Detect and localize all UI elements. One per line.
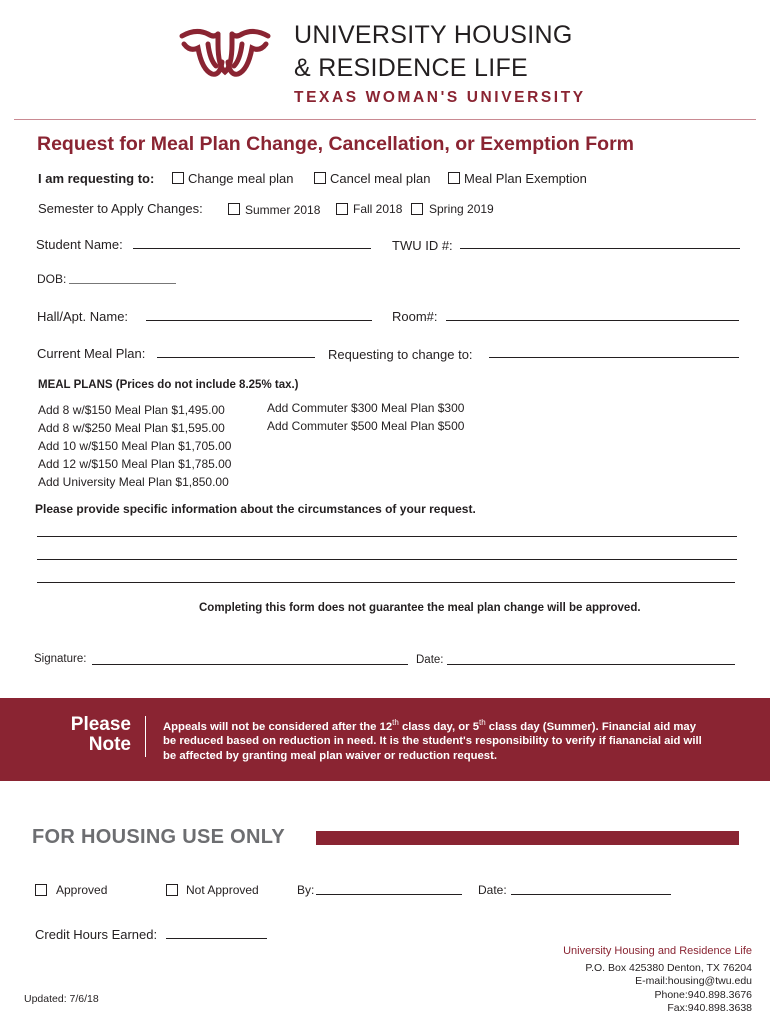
date-label: Date: [416,654,444,666]
meal-plans-heading: MEAL PLANS (Prices do not include 8.25% tax.) [38,379,299,391]
org-name-line2: & RESIDENCE LIFE [294,54,529,82]
contact-fax: Fax:940.898.3638 [667,1002,752,1014]
meal-plan-option: Add 8 w/$250 Meal Plan $1,595.00 [38,421,225,435]
approved-label: Approved [56,883,108,897]
dob-label: DOB: [37,272,67,286]
twu-id-label: TWU ID #: [392,238,453,253]
approved-checkbox[interactable] [35,884,47,896]
current-meal-plan-field[interactable] [157,357,315,358]
meal-plan-option: Add 10 w/$150 Meal Plan $1,705.00 [38,439,232,453]
housing-date-label: Date: [478,883,507,897]
circumstances-line-3[interactable] [37,582,735,583]
contact-name: University Housing and Residence Life [563,945,752,957]
disclaimer-text: Completing this form does not guarantee the meal plan change will be approved. [199,602,641,614]
signature-label: Signature: [34,653,87,665]
note-line-2: be reduced based on reduction in need. It is the student's responsibility to verify if fianancial aid will [163,735,702,748]
by-field[interactable] [316,894,462,895]
summer-2018-label: Summer 2018 [245,203,321,217]
semester-label: Semester to Apply Changes: [38,201,203,216]
twu-logo-icon [178,22,272,82]
twu-id-field[interactable] [460,248,740,249]
spring-2019-label: Spring 2019 [429,202,494,216]
cancel-meal-plan-label: Cancel meal plan [330,171,431,186]
contact-phone: Phone:940.898.3676 [654,988,752,1001]
fall-2018-label: Fall 2018 [353,202,403,216]
requesting-label: I am requesting to: [38,171,155,186]
note-divider [145,716,146,757]
meal-plan-option: Add 12 w/$150 Meal Plan $1,785.00 [38,457,232,471]
hall-name-label: Hall/Apt. Name: [37,309,129,324]
not-approved-checkbox[interactable] [166,884,178,896]
student-name-field[interactable] [133,248,371,249]
contact-email: E-mail:housing@twu.edu [635,975,752,987]
requesting-change-field[interactable] [489,357,739,358]
updated-date: Updated: 7/6/18 [24,993,99,1005]
meal-plan-option: Add University Meal Plan $1,850.00 [38,475,229,489]
room-label: Room#: [392,309,438,324]
note-line-1: Appeals will not be considered after the 12th class day, or 5th class day (Summer). Financial aid may [163,718,696,733]
housing-use-title: FOR HOUSING USE ONLY [32,826,286,848]
date-field[interactable] [447,664,735,665]
form-title: Request for Meal Plan Change, Cancellation, or Exemption Form [37,133,635,155]
requesting-change-label: Requesting to change to: [328,347,473,362]
contact-address: P.O. Box 425380 Denton, TX 76204 [585,961,752,974]
university-name: TEXAS WOMAN'S UNIVERSITY [294,89,586,106]
meal-plan-exemption-checkbox[interactable] [448,172,460,184]
cancel-meal-plan-checkbox[interactable] [314,172,326,184]
credit-hours-label: Credit Hours Earned: [35,927,158,942]
housing-date-field[interactable] [511,894,671,895]
by-label: By: [297,883,315,897]
spring-2019-checkbox[interactable] [411,203,423,215]
not-approved-label: Not Approved [186,883,259,897]
signature-field[interactable] [92,664,408,665]
org-name-line1: UNIVERSITY HOUSING [294,21,573,49]
meal-plan-option: Add 8 w/$150 Meal Plan $1,495.00 [38,403,225,417]
meal-plan-exemption-label: Meal Plan Exemption [464,171,587,186]
summer-2018-checkbox[interactable] [228,203,240,215]
current-meal-plan-label: Current Meal Plan: [37,346,146,361]
credit-hours-field[interactable] [166,938,267,939]
change-meal-plan-checkbox[interactable] [172,172,184,184]
please-note-word2: Note [88,734,131,755]
note-line-3: be affected by granting meal plan waiver or reduction request. [163,749,497,762]
circumstances-line-2[interactable] [37,559,737,560]
housing-title-bar [316,831,739,845]
header-divider [14,119,756,120]
note-text [163,716,763,763]
circumstances-prompt: Please provide specific information about the circumstances of your request. [35,502,476,516]
meal-plan-option: Add Commuter $500 Meal Plan $500 [267,419,465,433]
fall-2018-checkbox[interactable] [336,203,348,215]
meal-plan-option: Add Commuter $300 Meal Plan $300 [267,401,465,415]
contact-block [432,945,752,1016]
room-field[interactable] [446,320,739,321]
dob-field[interactable] [69,283,176,284]
circumstances-line-1[interactable] [37,536,737,537]
please-note-word1: Please [70,714,131,735]
student-name-label: Student Name: [36,237,123,252]
change-meal-plan-label: Change meal plan [188,171,294,186]
hall-name-field[interactable] [146,320,372,321]
